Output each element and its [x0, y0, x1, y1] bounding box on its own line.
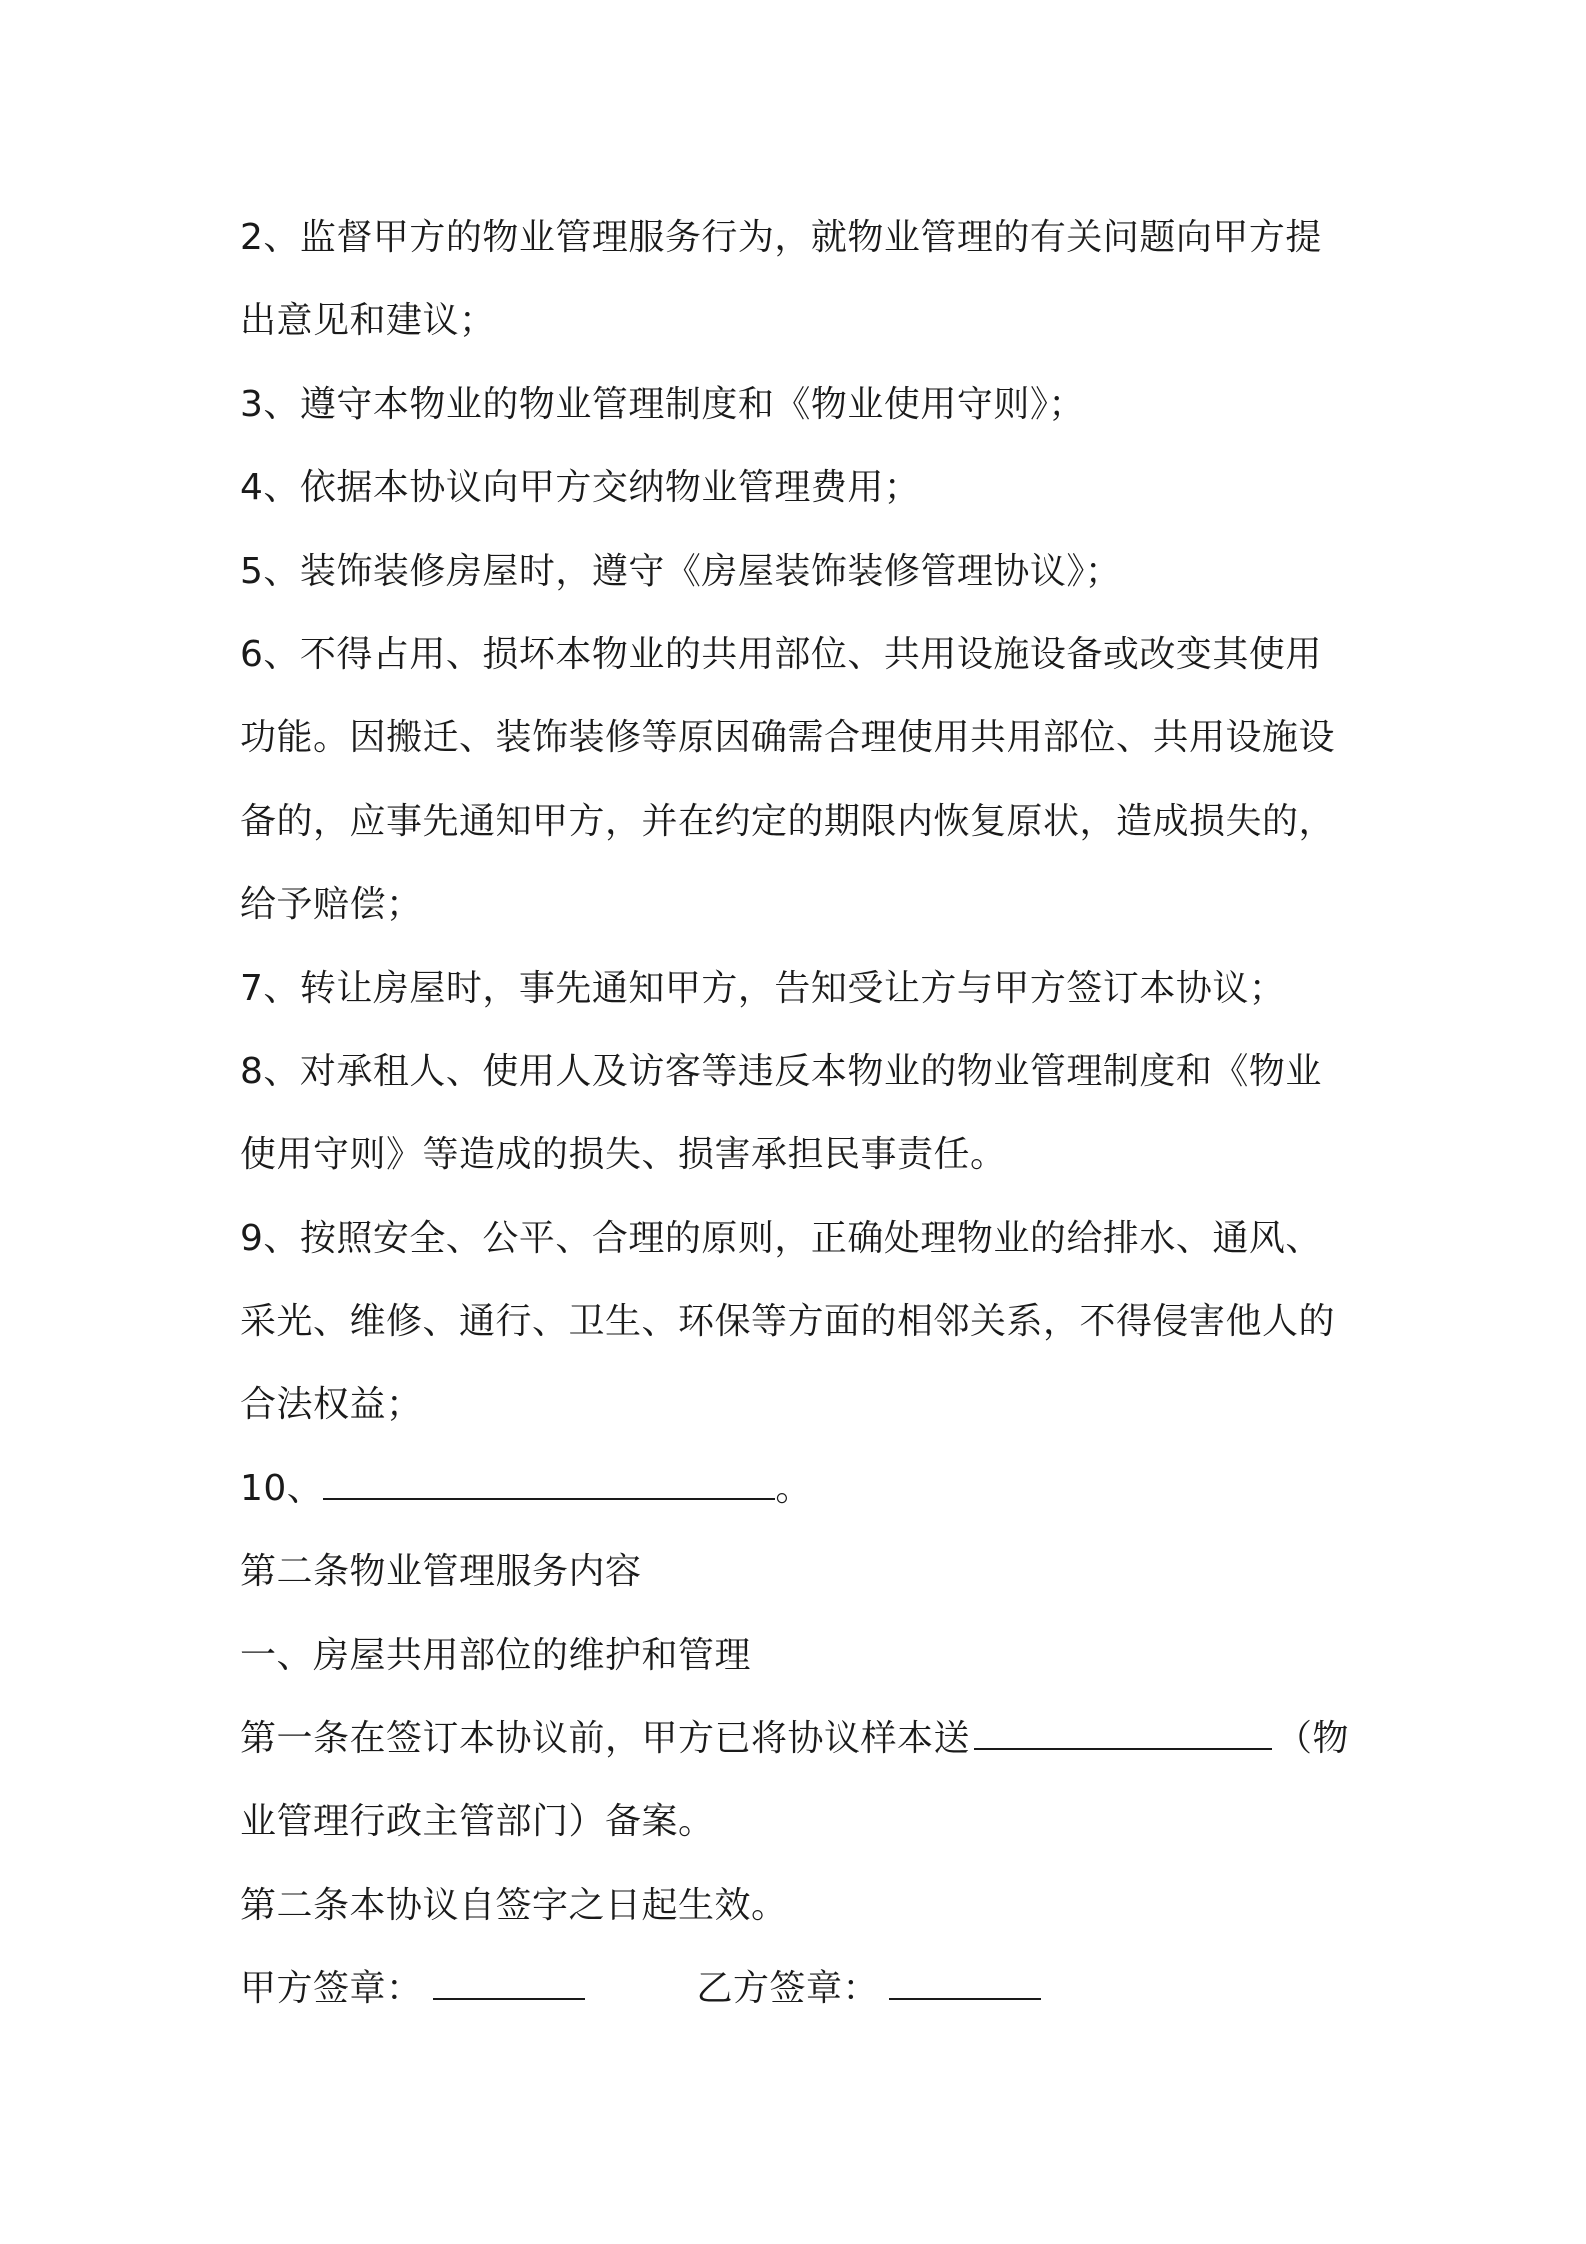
text-line: 备的，应事先通知甲方，并在约定的期限内恢复原状，造成损失的， — [240, 800, 1336, 842]
item-10-blank — [323, 1468, 775, 1500]
filing-continuation: 业管理行政主管部门）备案。 — [240, 1801, 715, 1843]
party-b-signature-blank — [889, 1968, 1041, 2000]
filing-line — [240, 1697, 1350, 1780]
text-line: 8、对承租人、使用人及访客等违反本物业的物业管理制度和《物业 — [240, 1050, 1322, 1092]
text-line: 出意见和建议； — [240, 300, 496, 342]
party-b-signature-label: 乙方签章： — [696, 1968, 880, 2010]
signature-line — [240, 1947, 1350, 2030]
document-body — [240, 196, 1350, 2031]
filing-suffix: （物 — [1276, 1718, 1350, 1760]
filing-prefix: 第一条在签订本协议前，甲方已将协议样本送 — [240, 1718, 971, 1760]
text-line: 给予赔偿； — [240, 884, 423, 926]
text-line: 合法权益； — [240, 1384, 423, 1426]
filing-blank — [974, 1718, 1272, 1750]
text-line: 3、遵守本物业的物业管理制度和《物业使用守则》； — [240, 383, 1085, 425]
item-10-prefix: 10、 — [240, 1467, 324, 1509]
text-line: 5、装饰装修房屋时，遵守《房屋装饰装修管理协议》； — [240, 550, 1122, 592]
party-a-signature-label: 甲方签章： — [240, 1968, 423, 2010]
party-a-signature-blank — [433, 1968, 585, 2000]
text-line: 使用守则》等造成的损失、损害承担民事责任。 — [240, 1134, 1007, 1176]
item-10-suffix: 。 — [775, 1467, 812, 1509]
subsection-title: 一、房屋共用部位的维护和管理 — [240, 1634, 752, 1676]
text-line: 9、按照安全、公平、合理的原则，正确处理物业的给排水、通风、 — [240, 1217, 1322, 1259]
text-line: 7、转让房屋时，事先通知甲方，告知受让方与甲方签订本协议； — [240, 967, 1286, 1009]
text-line: 6、不得占用、损坏本物业的共用部位、共用设施设备或改变其使用 — [240, 633, 1322, 675]
text-line: 采光、维修、通行、卫生、环保等方面的相邻关系，不得侵害他人的 — [240, 1301, 1336, 1343]
effective-clause: 第二条本协议自签字之日起生效。 — [240, 1884, 788, 1926]
text-line: 4、依据本协议向甲方交纳物业管理费用； — [240, 467, 921, 509]
section-title: 第二条物业管理服务内容 — [240, 1551, 642, 1593]
text-line: 2、监督甲方的物业管理服务行为，就物业管理的有关问题向甲方提 — [240, 217, 1322, 258]
text-line: 功能。因搬迁、装饰装修等原因确需合理使用共用部位、共用设施设 — [240, 717, 1336, 759]
item-10-line — [240, 1447, 1350, 1530]
